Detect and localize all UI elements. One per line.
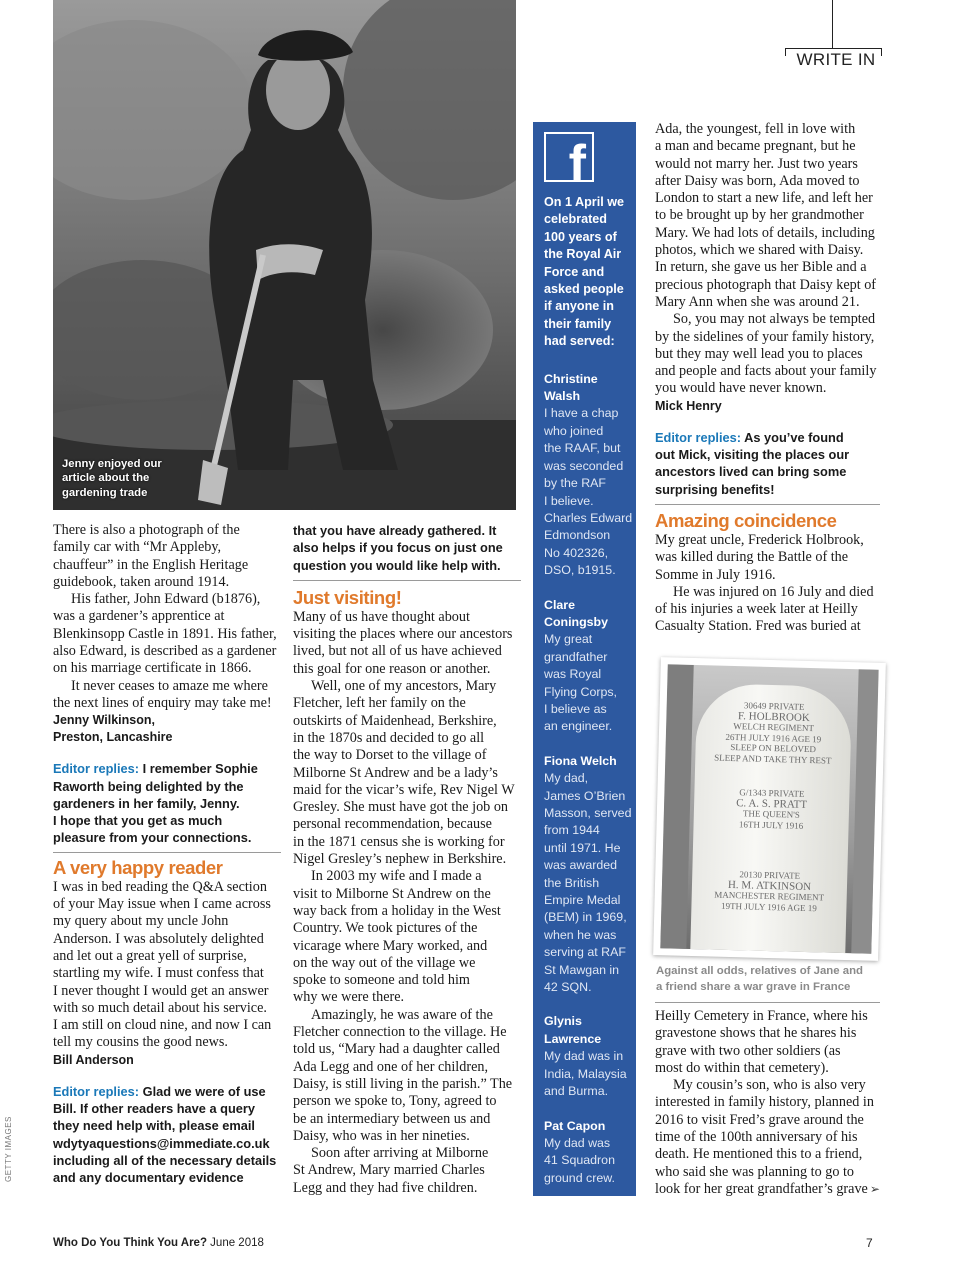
col2-paragraph: Well, one of my ancestors, Mary Fletcher, left her family on the outskirts of Maidenhead, Berkshire, in the 1870s and decided to go all the way to Dorset to the village of Milborne St Andrew and be a lady’s maid for the vicar’s wife, Rev Nigel W Gresley. She must have got the job on personal recommendation, because in the 1871 census she is working for Nigel Gresley’s nephew in Berkshire. [293, 678, 515, 868]
issue-date: June 2018 [210, 1237, 264, 1249]
col1-paragraph: It never ceases to amaze me where the next lines of enquiry may take me! [53, 677, 272, 711]
editor-reply-continued: that you have already gathered. It also helps if you focus on just one question you would like help with. [293, 523, 503, 573]
editor-reply: Editor replies: As you’ve found out Mick, visiting the places our ancestors lived can bring some surprising benefits! [655, 429, 850, 497]
facebook-intro: On 1 April we celebrated 100 years of the Royal Air Force and asked people if anyone in their family had served: [544, 195, 625, 349]
facebook-entry [544, 1118, 636, 1188]
col1-paragraph: I was in bed reading the Q&A section of your May issue when I came across my query about my uncle John Anderson. I was absolutely delighted and let out a great yell of surprise, startling my wife. I must confess that I never thought I would get an answer with so much detail about his service. I am still on cloud nine, and now I can tell my cousins the good news. [53, 878, 272, 1051]
commenter-name: Clare Coningsby [544, 597, 609, 629]
col2-paragraph: Soon after arriving at Milborne St Andrew, Mary married Charles Legg and they had five children. [293, 1145, 489, 1196]
heading-just-visiting: Just visiting! [293, 586, 402, 608]
commenter-name: Christine Walsh [544, 371, 598, 404]
gravestone-caption: Against all odds, relatives of Jane and a friend share a war grave in France [656, 965, 863, 993]
signature: Mick Henry [655, 398, 722, 413]
comment-text: My great grandfather was Royal Flying Corps, I believe as an engineer. [544, 632, 617, 734]
col4-paragraph: He was injured on 16 July and died of his injuries a week later at Heilly Casualty Station. Fred was buried at [655, 583, 874, 635]
facebook-entry [544, 371, 636, 580]
col2-paragraph: In 2003 my wife and I made a visit to Milborne St Andrew on the way back from a holiday in the West Country. We took pictures of the vicarage where Mary worked, and on the way out of the village we spoke to someone and told him why we were there. [293, 868, 501, 1006]
section-divider [655, 1002, 880, 1003]
facebook-entry [544, 1013, 636, 1100]
section-title: WRITE IN [796, 50, 876, 69]
gravestone-photo-image [660, 664, 878, 953]
editor-reply-label: Editor replies: [53, 761, 140, 777]
section-divider [655, 504, 880, 505]
editor-reply: Editor replies: I remember Sophie Raworth being delighted by the gardeners in her family, Jenny. I hope that you get as much pleasure from your connections. [53, 761, 258, 846]
header-rule-left-tick [785, 48, 786, 56]
caption-line: article about the [62, 472, 150, 485]
heading-amazing-coincidence: Amazing coincidence [655, 509, 837, 531]
photo-caption [62, 457, 162, 500]
caption-line: Jenny enjoyed our [62, 458, 162, 470]
col4-paragraph: Ada, the youngest, fell in love with a man and became pregnant, but he would not marry her. Just two years after Daisy was born, Ada moved to London to start a new life, and left her to be brought up by her grandmother Mary. We had lots of details, including photos, which we shared with Daisy. In return, she gave us her Bible and a precious photograph that Daisy kept of Mary Ann when she was around 21. [655, 121, 877, 310]
comment-text: I have a chap who joined the RAAF, but was seconded by the RAF I believe. Charles Edward Edmondson No 402326, DSO, b1915. [544, 406, 633, 578]
header-rule-vertical [832, 0, 833, 49]
facebook-entry [544, 597, 636, 736]
column-4-lower [655, 1008, 885, 1198]
headstone: 30649 PRIVATE F. HOLBROOK WELCH REGIMENT 26TH JULY 1916 AGE 19 SLEEP ON BELOVED SLEEP AND TAKE THY REST G/1343 PRIVATE C. A. S. PRATT THE QUEEN'S 16TH JULY 1916 20130 PRIVATE H. M. ATKINSON MANCHESTER REGIMENT 19TH JULY 1916 AGE 19 [690, 683, 852, 954]
column-2 [293, 522, 521, 1197]
col4-paragraph: So, you may not always be tempted by the sidelines of your family history, but they may well lead you to places and people and facts about your family you would have never known. [655, 311, 877, 397]
commenter-name: Fiona Welch [544, 753, 617, 768]
facebook-panel [533, 122, 636, 1196]
page-number: 7 [866, 1236, 873, 1250]
column-1 [53, 522, 281, 1187]
header-rule [785, 48, 882, 49]
footer [53, 1237, 264, 1249]
heading-happy-reader: A very happy reader [53, 856, 223, 878]
col4-paragraph: My cousin’s son, who is also very interested in family history, planned in 2016 to visit Fred’s grave around the time of the 100th anniversary of his death. He mentioned this to a friend, who said she was planning to go to look for her great grandfather’s grave ➢ [655, 1077, 880, 1197]
magazine-title: Who Do You Think You Are? [53, 1237, 207, 1249]
signature: Bill Anderson [53, 1052, 134, 1067]
column-4 [655, 121, 880, 636]
col2-paragraph: Many of us have thought about visiting the places where our ancestors lived, but not all of us have achieved this goal for one reason or another. [293, 608, 513, 677]
commenter-name: Pat Capon [544, 1118, 606, 1133]
continue-arrow-icon: ➢ [869, 1181, 880, 1196]
editor-reply: Editor replies: Glad we were of use Bill. If other readers have a query they need help with, please email wdytyaquestions@immediate.co.uk including all of the necessary details and any documentary evidence [53, 1083, 277, 1186]
facebook-icon: f [544, 132, 594, 182]
signature: Jenny Wilkinson, Preston, Lancashire [53, 713, 173, 745]
comment-text: My dad, James O’Brien Masson, served from 1944 until 1971. He was awarded the British Empire Medal (BEM) in 1969, when he was serving at RAF St Mawgan in 42 SQN. [544, 771, 632, 995]
facebook-entry [544, 753, 636, 997]
commenter-name: Glynis Lawrence [544, 1014, 602, 1046]
col1-paragraph: There is also a photograph of the family car with “Mr Appleby, chauffeur” in the English Heritage guidebook, taken around 1914. [53, 522, 249, 590]
gardener-photo [53, 0, 516, 510]
col1-paragraph: His father, John Edward (b1876), was a gardener’s apprentice at Blenkinsopp Castle in 1891. His father, also Edward, is described as a gardener on his marriage certificate in 1866. [53, 591, 277, 677]
editor-reply-label: Editor replies: [655, 429, 742, 445]
comment-text: My dad was in India, Malaysia and Burma. [544, 1049, 627, 1099]
gardener-photo-image [53, 0, 516, 510]
gravestone-photo [653, 657, 886, 961]
col2-paragraph: Amazingly, he was aware of the Fletcher connection to the village. He told us, “Mary had a daughter called Ada Legg and one of her children, Daisy, is still living in the parish.” The person we spoke to, Tony, agreed to be an intermediary between us and Daisy, who was in her nineties. [293, 1006, 513, 1144]
photo-credit: GETTY IMAGES [4, 1116, 13, 1182]
editor-reply-label: Editor replies: [53, 1083, 140, 1099]
section-divider [53, 852, 281, 853]
section-divider [293, 580, 521, 581]
col4-paragraph: Heilly Cemetery in France, where his gravestone shows that he shares his grave with two other soldiers (as most do within that cemetery). [655, 1008, 868, 1076]
comment-text: My dad was 41 Squadron ground crew. [544, 1135, 615, 1185]
caption-line: gardening trade [62, 486, 148, 499]
col4-paragraph: My great uncle, Frederick Holbrook, was killed during the Battle of the Somme in July 1916. [655, 531, 864, 583]
